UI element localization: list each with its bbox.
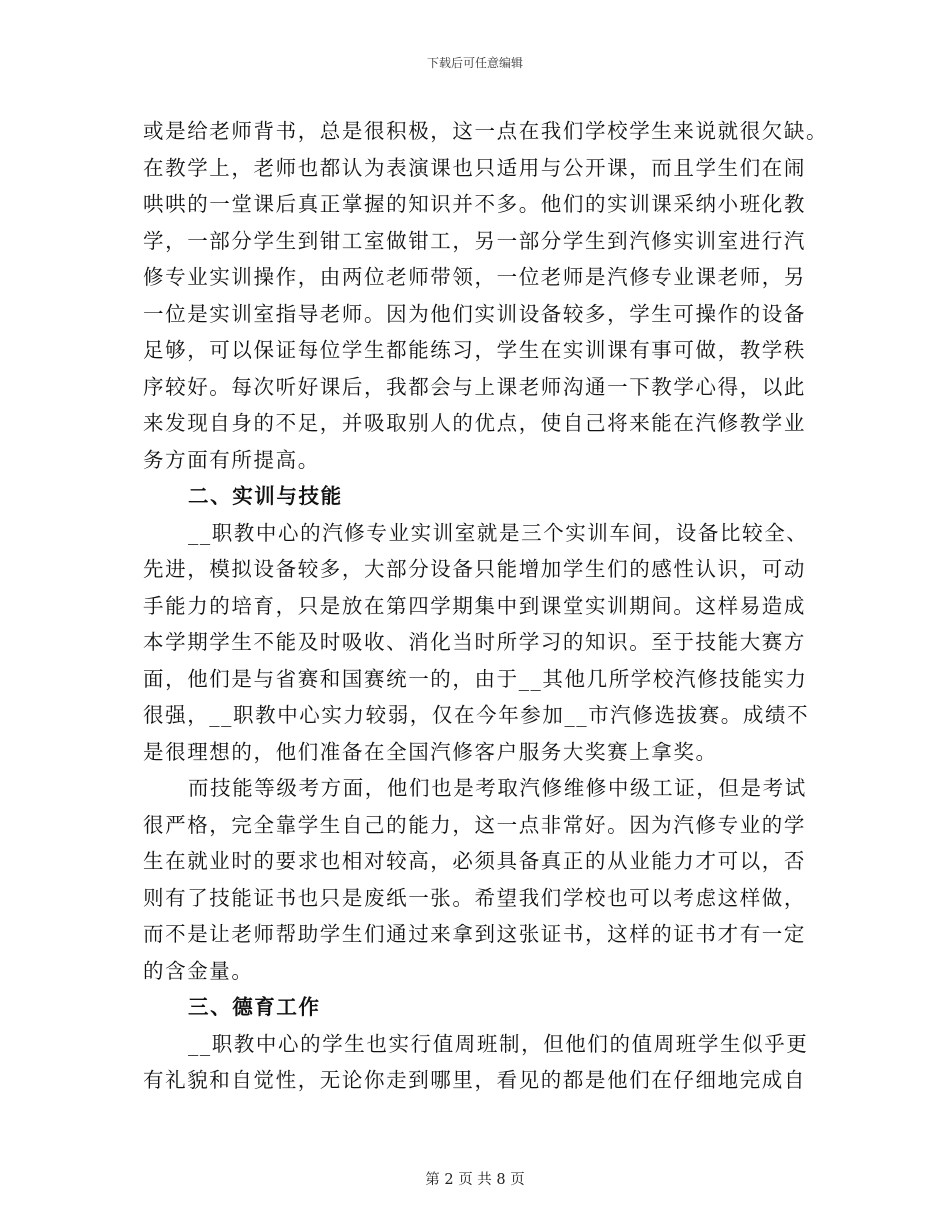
document-body [143, 113, 829, 1099]
text-line: 则有了技能证书也只是废纸一张。希望我们学校也可以考虑这样做， [143, 885, 806, 910]
text-line: __职教中心的学生也实行值周班制，但他们的值周班学生似乎更 [188, 1031, 809, 1056]
text-line: 很严格，完全靠学生自己的能力，这一点非常好。因为汽修专业的学 [143, 812, 806, 837]
section-heading: 二、实训与技能 [188, 484, 343, 508]
text-line: 来发现自身的不足，并吸取别人的优点，使自己将来能在汽修教学业 [143, 411, 806, 435]
text-line: 先进，模拟设备较多，大部分设备只能增加学生们的感性认识，可动 [143, 557, 806, 581]
text-line: 足够，可以保证每位学生都能练习，学生在实训课有事可做，教学秩 [143, 338, 806, 362]
text-line: 修专业实训操作，由两位老师带领，一位老师是汽修专业课老师，另 [143, 265, 806, 289]
text-line: 的含金量。 [143, 958, 254, 983]
text-line: __职教中心的汽修专业实训室就是三个实训车间，设备比较全、 [188, 520, 809, 545]
text-line: 务方面有所提高。 [143, 447, 320, 472]
text-line: 一位是实训室指导老师。因为他们实训设备较多，学生可操作的设备 [143, 301, 806, 326]
text-line: 本学期学生不能及时吸收、消化当时所学习的知识。至于技能大赛方 [143, 630, 806, 654]
text-line: 面，他们是与省赛和国赛统一的，由于__其他几所学校汽修技能实力 [143, 666, 808, 691]
text-line: 在教学上，老师也都认为表演课也只适用与公开课，而且学生们在闹 [143, 155, 806, 180]
text-line: 生在就业时的要求也相对较高，必须具备真正的从业能力才可以，否 [143, 849, 806, 873]
text-line: 手能力的培育，只是放在第四学期集中到课堂实训期间。这样易造成 [143, 593, 806, 618]
text-line: 而技能等级考方面，他们也是考取汽修维修中级工证，但是考试 [188, 776, 807, 800]
text-line: 学，一部分学生到钳工室做钳工，另一部分学生到汽修实训室进行汽 [143, 228, 806, 253]
text-line: 是很理想的，他们准备在全国汽修客户服务大奖赛上拿奖。 [143, 739, 718, 764]
text-line: 或是给老师背书，总是很积极，这一点在我们学校学生来说就很欠缺。 [143, 119, 829, 143]
page-footer: 第 2 页 共 8 页 [425, 1172, 525, 1188]
text-line: 很强，__职教中心实力较弱，仅在今年参加__市汽修选拔赛。成绩不 [143, 703, 810, 727]
text-line: 有礼貌和自觉性，无论你走到哪里，看见的都是他们在仔细地完成自 [143, 1068, 806, 1092]
section-heading: 三、德育工作 [188, 995, 321, 1019]
page-header: 下载后可任意编辑 [426, 56, 523, 70]
text-line: 哄哄的一堂课后真正掌握的知识并不多。他们的实训课采纳小班化教 [143, 192, 806, 216]
text-line: 而不是让老师帮助学生们通过来拿到这张证书，这样的证书才有一定 [143, 922, 806, 946]
text-line: 序较好。每次听好课后，我都会与上课老师沟通一下教学心得，以此 [143, 374, 806, 399]
